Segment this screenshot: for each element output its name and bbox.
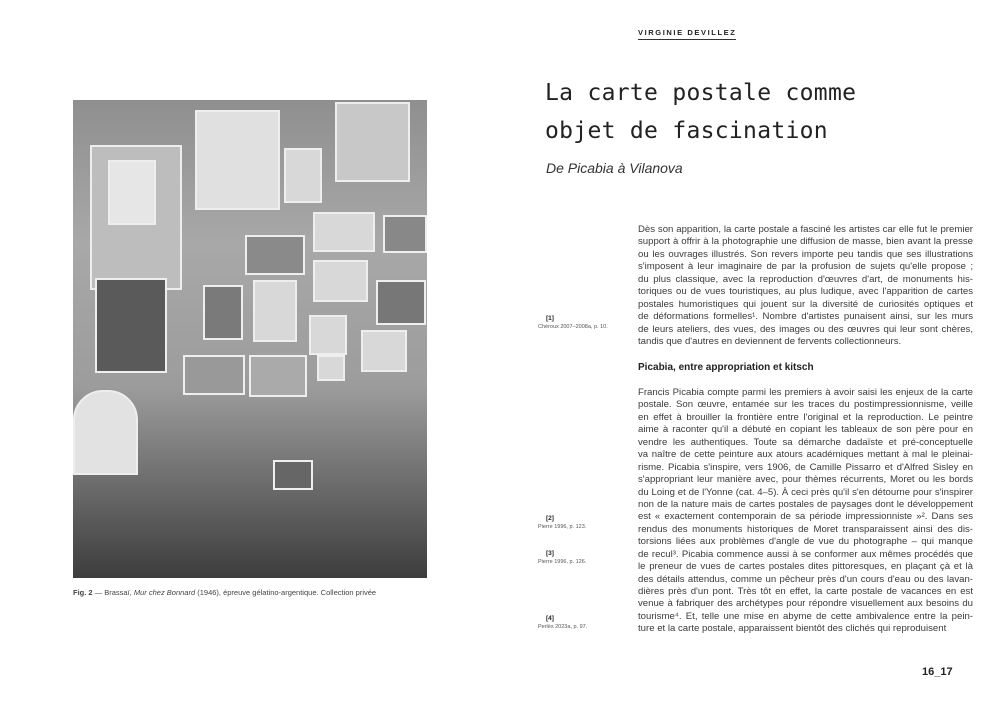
postcard — [253, 280, 297, 342]
caption-text: (1946), épreuve gélatino-argentique. Collection privée — [195, 588, 377, 597]
chapter-subtitle: De Picabia à Vilanova — [546, 160, 683, 176]
text-line: dières près d'un pont. Très tôt en effet, la carte postale de vacances en est — [638, 586, 973, 597]
figure-photograph — [73, 100, 427, 578]
footnote-number: [2] — [546, 515, 554, 522]
author-header: VIRGINIE DEVILLEZ — [638, 28, 736, 40]
paragraph-intro — [638, 224, 973, 348]
text-line: est « exactement contemporain de sa période impressionniste »². Dans ses — [638, 511, 973, 523]
text-line: vendre les authentiques. Toute sa démarche dadaïste et pré-conceptuelle — [638, 436, 973, 448]
text-line: de déformations formelles¹. Nombre d'artistes punaisent ainsi, sur les murs — [638, 311, 973, 323]
chapter-title — [545, 74, 856, 150]
footnote-text: Chéroux 2007–2008a, p. 10. — [538, 324, 608, 330]
footnote-number: [3] — [546, 550, 554, 557]
footnote — [538, 615, 587, 630]
text-line: s'imposent à leur imaginaire de par la profusion de sujets qu'elle propose ; — [638, 261, 973, 273]
text-line: en effet à brouiller la frontière entre l'original et la reproduction. Le peintre — [638, 411, 973, 423]
text-line: du plus classique, avec la reproduction d'œuvres d'art, de monuments his- — [638, 273, 973, 285]
postcard — [203, 285, 243, 340]
text-line: s'appropriant leur manière avec, pour thèmes récurrents, Moret ou les bords — [638, 474, 973, 486]
text-line: rendus des monuments historiques de Moret transparaissent ainsi des dis- — [638, 523, 973, 535]
postcard — [376, 280, 426, 325]
text-line: Francis Picabia compte parmi les premiers à avoir saisi les enjeux de la carte — [638, 387, 973, 398]
text-line: va naître de cette peinture aux atours académiques mettant à mal le pleinai- — [638, 449, 973, 461]
text-line: risme. Picabia s'inspire, vers 1906, de Camille Pissarro et d'Alfred Sisley en — [638, 461, 973, 473]
footnote-text: Perlès 2023a, p. 97. — [538, 624, 588, 630]
postcard — [313, 260, 368, 302]
drawing — [73, 390, 138, 475]
text-line: du Loing et de l'Yonne (cat. 4–5). À ceci près qu'il s'en détourne pour s'inspirer — [638, 486, 973, 498]
text-line: support à offrir à la photographie une diffusion de masse, bien avant la presse — [638, 236, 973, 248]
postcard — [245, 235, 305, 275]
text-line: le preneur de vues de cartes postales dites pittoresques, en plaçant çà et là — [638, 561, 973, 573]
text-line: postale. Son œuvre, entamée sur les traces du postimpressionnisme, veille — [638, 399, 973, 411]
footnote — [538, 315, 608, 330]
postcard — [108, 160, 156, 225]
text-line: des détails attendus, comme un pêcheur près d'un cours d'eau ou des lavan- — [638, 573, 973, 585]
text-line: Dès son apparition, la carte postale a fasciné les artistes car elle fut le premier — [638, 224, 973, 235]
text-line: ou les ouvrages illustrés. Son revers importe peu tandis que ses illustrations — [638, 248, 973, 260]
postcard — [361, 330, 407, 372]
postcard — [95, 278, 167, 373]
footnote-text: Pierre 1996, p. 126. — [538, 559, 587, 565]
postcard — [383, 215, 427, 253]
footnote — [538, 550, 586, 565]
text-line: de leurs ateliers, des vues, des images ou des œuvres qui leur sont chères, — [638, 323, 973, 335]
footnote — [538, 515, 586, 530]
postcard — [335, 102, 410, 182]
figure-caption — [73, 588, 376, 597]
footnote-number: [1] — [546, 315, 554, 322]
postcard — [249, 355, 307, 397]
postcard — [317, 355, 345, 381]
text-line: de recul³. Picabia commence aussi à se conformer aux mêmes procédés que — [638, 548, 973, 560]
postcard — [273, 460, 313, 490]
caption-label: Fig. 2 — [73, 588, 93, 597]
text-line: torsions liées aux problèmes d'angle de vue du photographe – qui manque — [638, 536, 973, 548]
text-line: toriques ou de vues touristiques, au plus ludique, avec l'apparition de cartes — [638, 286, 973, 298]
title-line: La carte postale comme — [545, 80, 857, 106]
postcard — [309, 315, 347, 355]
paragraph-picabia — [638, 387, 973, 636]
title-line: objet de fascination — [545, 118, 828, 144]
postcard — [183, 355, 245, 395]
postcard — [284, 148, 322, 203]
section-heading: Picabia, entre appropriation et kitsch — [638, 362, 814, 373]
postcard — [195, 110, 280, 210]
text-line: tandis que d'autres en deviennent de fervents collectionneurs. — [638, 335, 902, 347]
page-number: 16_17 — [922, 666, 953, 678]
text-line: ture et la carte postale, apparaissent bientôt des clichés qui reproduisent — [638, 623, 947, 635]
footnote-text: Pierre 1996, p. 123. — [538, 524, 587, 530]
postcard — [313, 212, 375, 252]
text-line: tourisme⁴. Et, telle une mise en abyme de cette ambivalence entre la pein- — [638, 610, 973, 622]
text-line: aime à raconter qu'il a débuté en copiant les tableaux de son père pour en — [638, 424, 973, 436]
caption-artwork-title: Mur chez Bonnard — [133, 588, 196, 597]
text-line: non de la nature mais de cartes postales de paysages dont le développement — [638, 498, 973, 510]
text-line: postales humoristiques qui jouent sur la diversité de curiosités optiques et — [638, 298, 973, 310]
caption-text: — Brassaï, — [92, 588, 134, 597]
text-line: venue à fabriquer des archétypes pour répondre visuellement aux besoins du — [638, 598, 973, 610]
footnote-number: [4] — [546, 615, 554, 622]
